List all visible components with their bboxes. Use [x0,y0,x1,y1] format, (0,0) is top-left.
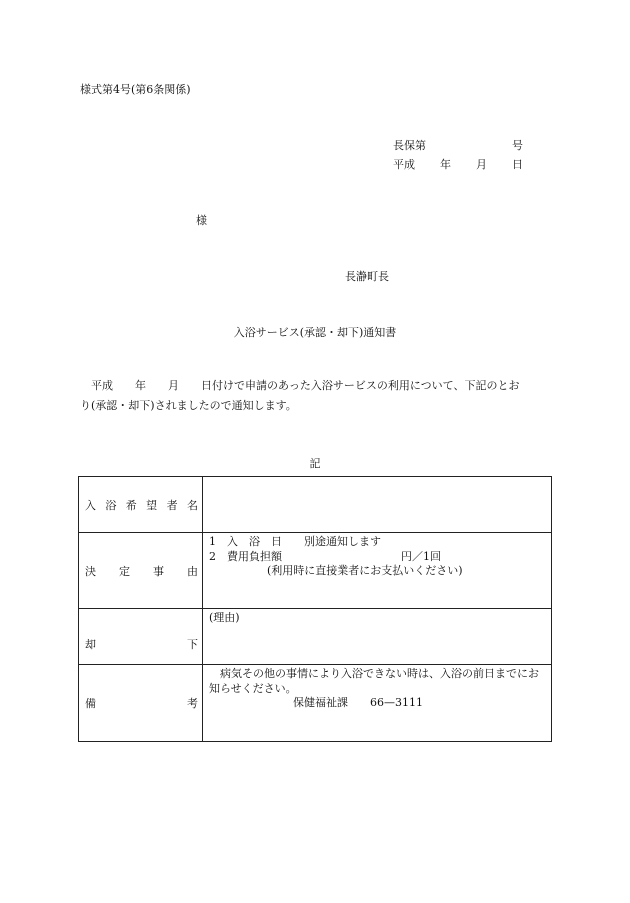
document-title: 入浴サービス(承認・却下)通知書 [233,326,397,339]
reject-reason [203,609,552,665]
label-char: 名 [186,498,198,512]
doc-number-prefix: 長保第 [393,139,426,152]
table-row-remarks [79,665,552,742]
reject-label [79,609,203,665]
fee-unit: 円／1回 [401,549,441,563]
date-day: 日 [512,158,523,171]
reject-reason-label: (理由) [209,611,240,624]
label-char: 者 [166,498,178,512]
applicant-name-field [203,477,552,533]
addressee-honorific: 様 [196,214,207,227]
body-line-1: 平成 年 月 日付けで申請のあった入浴サービスの利用について、下記のとお [91,379,520,392]
body-line-2: り(承認・却下)されましたので通知します。 [80,399,297,412]
date-era: 平成 [393,158,415,171]
label-char: 却 [85,637,96,651]
bath-date-line: 1 入 浴 日 別途通知します [209,535,381,548]
label-char: 備 [85,697,96,710]
decision-details [203,533,552,609]
remarks-label [79,665,203,742]
fee-line [209,550,545,565]
contact-line: 保健福祉課 66—3111 [293,696,423,709]
notice-table [78,476,552,742]
decision-label [79,533,203,609]
label-char: 浴 [105,498,117,512]
label-char: 入 [85,498,96,512]
body-paragraph [80,376,552,416]
doc-number-suffix: 号 [512,139,523,152]
label-char: 由 [187,564,198,578]
form-number: 様式第4号(第6条関係) [80,83,191,96]
table-row-applicant [79,477,552,533]
label-char: 希 [125,498,137,512]
table-row-reject [79,609,552,665]
remarks-line-2: 知らせください。 [209,681,297,695]
payment-note: (利用時に直接業者にお支払いください) [267,564,463,577]
ki-heading: 記 [309,457,321,470]
label-char: 定 [119,564,130,578]
issue-date [393,156,523,172]
date-month: 月 [476,158,487,171]
label-char: 考 [187,697,198,710]
fee-label: 2 費用負担額 [209,549,282,563]
remarks-content [203,665,552,742]
label-char: 下 [187,637,198,651]
issuer-name: 長瀞町長 [345,270,389,283]
date-year: 年 [440,158,451,171]
remarks-line-1: 病気その他の事情により入浴できない時は、入浴の前日までにお [220,667,539,680]
label-char: 事 [153,564,164,578]
label-char: 望 [146,498,158,512]
label-char: 決 [85,564,96,578]
table-row-decision [79,533,552,609]
document-number-block [393,137,523,172]
document-number [393,137,523,156]
applicant-label [79,477,203,533]
